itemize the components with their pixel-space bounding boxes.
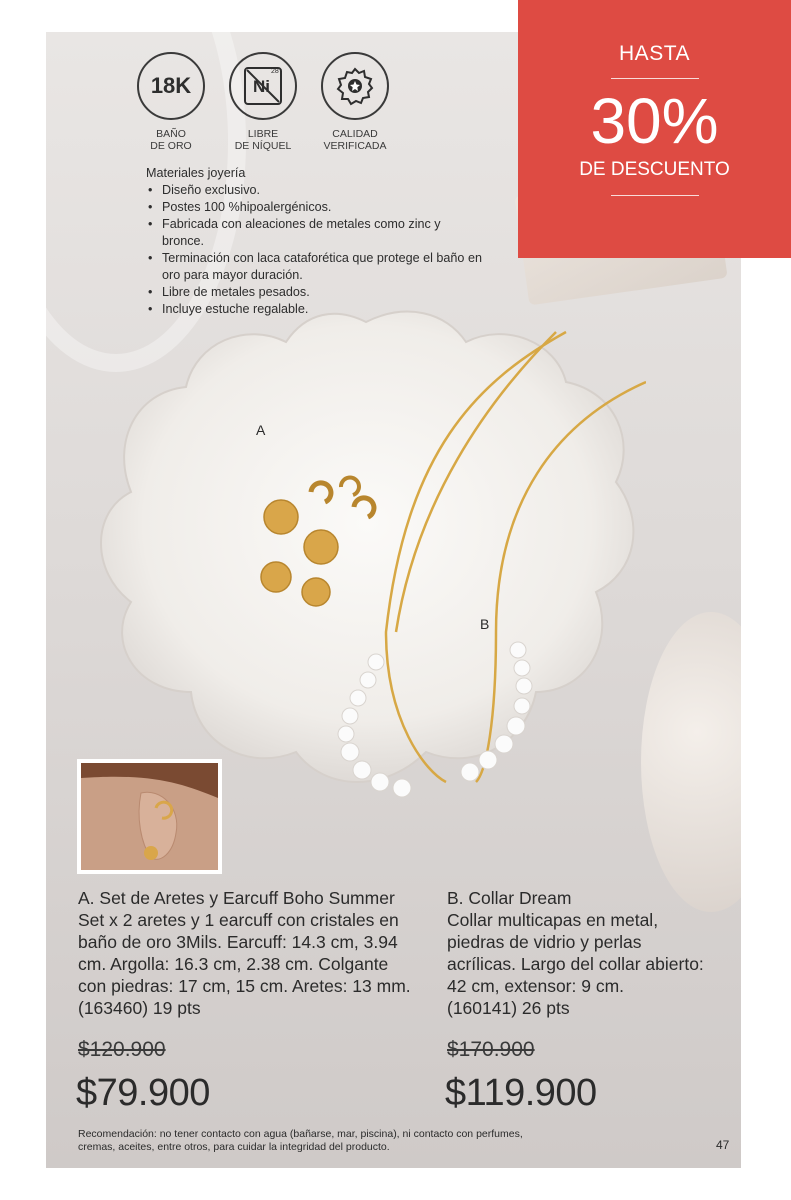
nickel-free-icon — [229, 52, 297, 120]
product-a-old-price: $120.900 — [78, 1038, 166, 1061]
quality-badges — [135, 52, 391, 152]
product-a-info — [78, 887, 418, 1019]
badge-quality-label-line2: VERIFICADA — [323, 140, 387, 152]
discount-percent: 30% — [590, 85, 719, 157]
product-b-price: $119.900 — [445, 1072, 597, 1114]
divider — [611, 195, 699, 196]
gold-18k-icon — [137, 52, 205, 120]
nickel-symbol: Ni — [253, 77, 270, 96]
verified-seal-icon — [321, 52, 389, 120]
product-b-info — [447, 887, 707, 1019]
materials-info — [146, 165, 486, 318]
badge-nickel-label-line2: DE NÍQUEL — [234, 140, 292, 152]
divider — [611, 78, 699, 79]
discount-banner — [518, 0, 791, 258]
list-item: • Libre de metales pesados. — [146, 284, 486, 301]
product-a-description: Set x 2 aretes y 1 earcuff con cristales en baño de oro 3Mils. Earcuff: 14.3 cm, 3.94 cm. Argolla: 16.3 cm, 2.38 cm. Colgante con piedras: 17 cm, 15 cm. Aretes: 13 mm. — [78, 910, 411, 996]
product-b-code: (160141) 26 pts — [447, 998, 570, 1018]
product-b-name: B. Collar Dream — [447, 888, 572, 908]
nickel-atomic-number: 28 — [271, 68, 279, 75]
product-a-name: A. Set de Aretes y Earcuff Boho Summer — [78, 888, 395, 908]
care-recommendation: Recomendación: no tener contacto con agua (bañarse, mar, piscina), ni contacto con perfumes, cremas, aceites, entre otros, para cuidar la integridad del producto. — [78, 1128, 523, 1153]
badge-gold — [135, 52, 207, 152]
jewelry-plate-illustration — [86, 302, 646, 802]
badge-quality-label — [319, 128, 391, 152]
badge-gold-label — [135, 128, 207, 152]
badge-quality-label-line1: CALIDAD — [332, 128, 378, 140]
background-bowl — [641, 612, 741, 912]
badge-nickel-label — [227, 128, 299, 152]
badge-gold-label-line1: BAÑO — [156, 128, 186, 140]
discount-suffix: DE DESCUENTO — [579, 159, 730, 180]
materials-heading: Materiales joyería — [146, 166, 246, 180]
product-a-code: (163460) 19 pts — [78, 998, 201, 1018]
gold-18k-symbol: 18K — [150, 73, 192, 98]
product-b-marker: B — [480, 616, 490, 632]
product-b-description: Collar multicapas en metal, piedras de vidrio y perlas acrílicas. Largo del collar abierto: 42 cm, extensor: 9 cm. — [447, 910, 704, 996]
list-item: • Incluye estuche regalable. — [146, 301, 486, 318]
seal-icon — [335, 66, 375, 106]
list-item: • Diseño exclusivo. — [146, 182, 486, 199]
model-ear-photo — [77, 759, 222, 874]
discount-prefix: HASTA — [619, 42, 690, 65]
badge-nickel — [227, 52, 299, 152]
product-a-price: $79.900 — [76, 1072, 210, 1114]
materials-list — [146, 182, 486, 318]
page-number: 47 — [716, 1138, 730, 1152]
product-b-old-price: $170.900 — [447, 1038, 535, 1061]
list-item: • Postes 100 %hipoalergénicos. — [146, 199, 486, 216]
badge-gold-label-line2: DE ORO — [150, 140, 192, 152]
list-item: • Terminación con laca cataforética que protege el baño en oro para mayor duración. — [146, 250, 486, 284]
list-item: • Fabricada con aleaciones de metales como zinc y bronce. — [146, 216, 486, 250]
badge-nickel-label-line1: LIBRE — [247, 128, 279, 140]
ear-photo-image — [81, 763, 218, 870]
badge-quality — [319, 52, 391, 152]
product-a-marker: A — [256, 422, 266, 438]
